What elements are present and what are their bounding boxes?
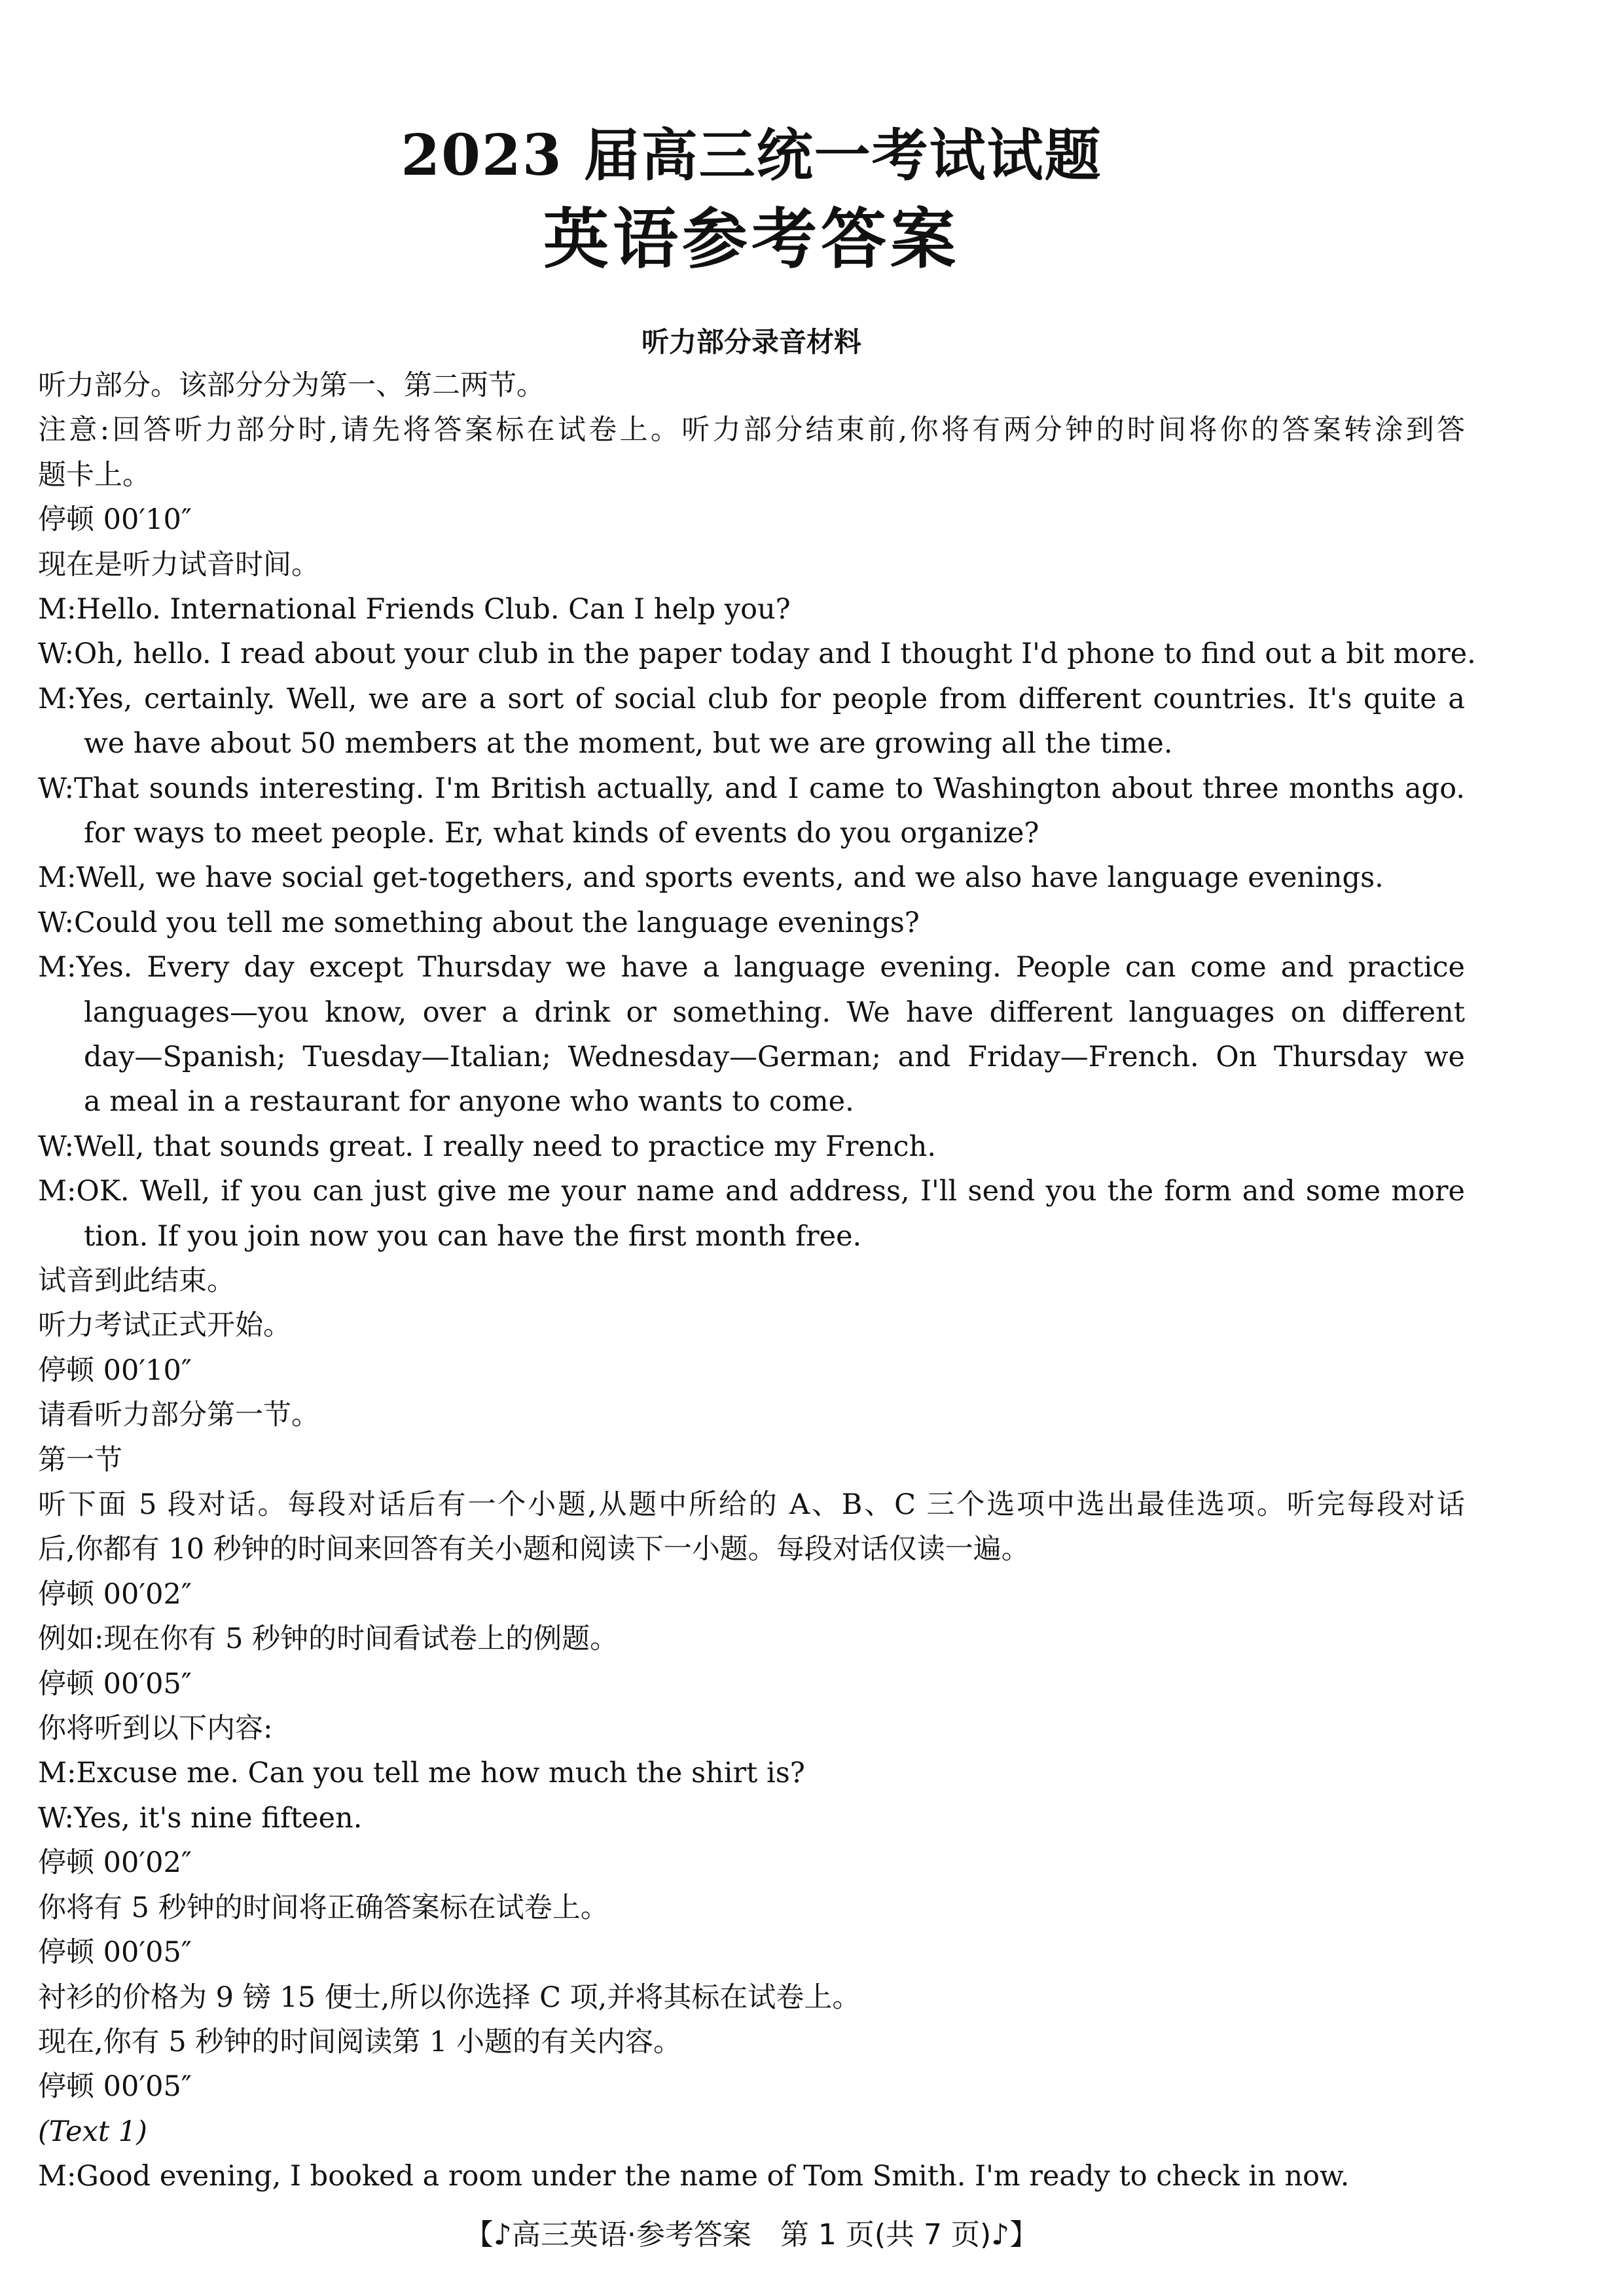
- transcript-line: W:Well, that sounds great. I really need to practice my French.: [38, 1130, 936, 1163]
- transcript-line: 现在是听力试音时间。: [38, 548, 319, 581]
- transcript-line: we have about 50 members at the moment, but we are growing all the time.: [84, 727, 1173, 761]
- transcript-line: W:That sounds interesting. I'm British actually, and I came to Washington about three months ago.: [38, 772, 1465, 805]
- transcript-line: 停顿 00′05″: [38, 2070, 192, 2104]
- transcript-line: 停顿 00′05″: [38, 1667, 192, 1700]
- transcript-line: 例如:现在你有 5 秒钟的时间看试卷上的例题。: [38, 1623, 619, 1656]
- transcript-line: for ways to meet people. Er, what kinds of events do you organize?: [84, 817, 1039, 850]
- transcript-line: 注意:回答听力部分时,请先将答案标在试卷上。听力部分结束前,你将有两分钟的时间将你的答案转涂到答: [38, 414, 1465, 447]
- transcript-line: M:Excuse me. Can you tell me how much the shirt is?: [38, 1757, 805, 1790]
- transcript-line: 后,你都有 10 秒钟的时间来回答有关小题和阅读下一小题。每段对话仅读一遍。: [38, 1533, 1030, 1566]
- transcript-line: 停顿 00′10″: [38, 1354, 192, 1387]
- section-title: 听力部分录音材料: [641, 326, 861, 358]
- transcript-line: W:Oh, hello. I read about your club in the paper today and I thought I'd phone to find out a bit more.: [38, 637, 1476, 671]
- transcript-line: 你将听到以下内容:: [38, 1712, 273, 1746]
- transcript-line: day—Spanish; Tuesday—Italian; Wednesday—German; and Friday—French. On Thursday we: [84, 1041, 1465, 1074]
- transcript-line: 停顿 00′10″: [38, 503, 192, 537]
- transcript-line: tion. If you join now you can have the first month free.: [84, 1219, 862, 1253]
- transcript-line: M:Yes, certainly. Well, we are a sort of social club for people from different countries. It's quite a: [38, 682, 1465, 715]
- answer-key-title: 英语参考答案: [543, 200, 960, 278]
- transcript-line: W:Could you tell me something about the language evenings?: [38, 906, 920, 939]
- transcript-line: 现在,你有 5 秒钟的时间阅读第 1 小题的有关内容。: [38, 2025, 682, 2058]
- transcript-line: M:Yes. Every day except Thursday we have a language evening. People can come and practice: [38, 951, 1465, 984]
- transcript-line: languages—you know, over a drink or something. We have different languages on different: [84, 996, 1465, 1029]
- transcript-line: M:Good evening, I booked a room under the name of Tom Smith. I'm ready to check in now.: [38, 2160, 1350, 2193]
- transcript-line: W:Yes, it's nine fifteen.: [38, 1801, 363, 1835]
- transcript-line: 试音到此结束。: [38, 1265, 235, 1298]
- transcript-line: 你将有 5 秒钟的时间将正确答案标在试卷上。: [38, 1891, 609, 1924]
- page-footer: 【♪高三英语·参考答案 第 1 页(共 7 页)♪】: [464, 2218, 1039, 2251]
- transcript-line: M:Hello. International Friends Club. Can I help you?: [38, 593, 791, 626]
- transcript-body: [38, 363, 1476, 2199]
- transcript-line: 停顿 00′02″: [38, 1577, 192, 1611]
- transcript-line: M:OK. Well, if you can just give me your name and address, I'll send you the form and some more: [38, 1175, 1465, 1208]
- transcript-line: M:Well, we have social get-togethers, and sports events, and we also have language evenings.: [38, 861, 1384, 895]
- transcript-line: 停顿 00′05″: [38, 1936, 192, 1969]
- transcript-line: (Text 1): [38, 2115, 147, 2148]
- transcript-line: 听力部分。该部分分为第一、第二两节。: [38, 369, 545, 402]
- transcript-line: 题卡上。: [38, 458, 151, 492]
- transcript-line: 第一节: [38, 1443, 122, 1477]
- transcript-line: a meal in a restaurant for anyone who wants to come.: [84, 1085, 854, 1119]
- transcript-line: 停顿 00′02″: [38, 1846, 192, 1880]
- transcript-line: 听力考试正式开始。: [38, 1309, 291, 1342]
- transcript-line: 衬衫的价格为 9 镑 15 便士,所以你选择 C 项,并将其标在试卷上。: [38, 1981, 861, 2014]
- exam-title: 2023 届高三统一考试试题: [401, 122, 1102, 188]
- transcript-line: 请看听力部分第一节。: [38, 1399, 319, 1432]
- transcript-line: 听下面 5 段对话。每段对话后有一个小题,从题中所给的 A、B、C 三个选项中选出最佳选项。听完每段对话: [38, 1488, 1465, 1522]
